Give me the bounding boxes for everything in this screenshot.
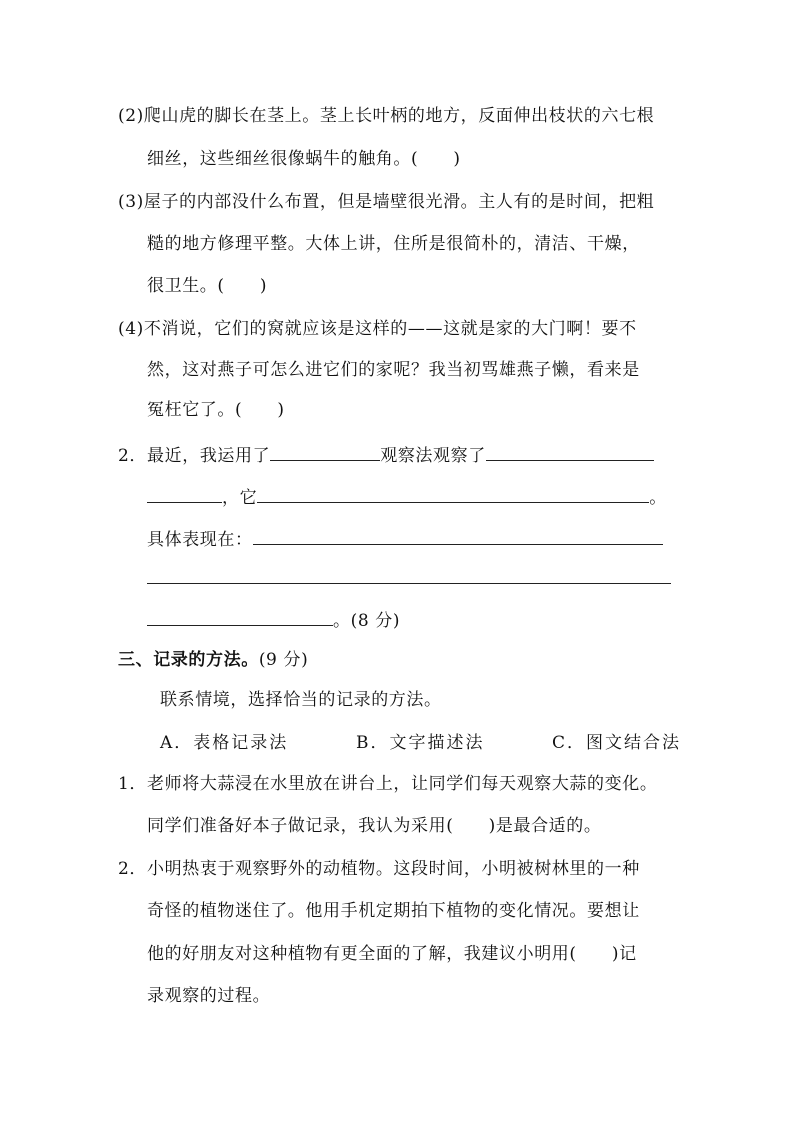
fill-text-f: 。(8 分) bbox=[333, 611, 401, 631]
fill-text-d: 。 bbox=[649, 488, 667, 508]
item-4-line-2: 然，这对燕子可怎么进它们的家呢？我当初骂雄燕子懒，看来是 bbox=[147, 360, 640, 380]
section-3-title: 三、记录的方法。 bbox=[118, 650, 259, 670]
fill-question-2-line-3 bbox=[147, 526, 663, 552]
option-a: A．表格记录法 bbox=[160, 733, 289, 753]
item-3-line-1: (3)屋子的内部没什么布置，但是墙壁很光滑。主人有的是时间，把粗 bbox=[118, 192, 655, 212]
option-b: B．文字描述法 bbox=[356, 733, 485, 753]
fill-question-2-line-2 bbox=[147, 484, 667, 510]
section-3-q1-line-2: 同学们准备好本子做记录，我认为采用( )是最合适的。 bbox=[147, 816, 602, 836]
fill-text-c: ，它 bbox=[222, 488, 258, 508]
section-3-q2-line-1 bbox=[118, 857, 640, 881]
section-3-score: (9 分) bbox=[258, 650, 309, 670]
section-3-q2-line-4: 录观察的过程。 bbox=[147, 986, 271, 1006]
answer-blank-method[interactable] bbox=[270, 442, 380, 461]
item-4-line-3: 冤枉它了。( ) bbox=[147, 400, 285, 420]
option-c: C．图文结合法 bbox=[552, 733, 682, 753]
section-3-q2-line-3: 他的好朋友对这种植物有更全面的了解，我建议小明用( )记 bbox=[147, 944, 637, 964]
fill-text-b: 观察法观察了 bbox=[380, 446, 486, 466]
fill-text-a: 最近，我运用了 bbox=[147, 446, 271, 466]
fill-question-2-line-1 bbox=[118, 442, 654, 468]
item-3-line-3: 很卫生。( ) bbox=[147, 276, 268, 296]
item-2-line-2: 细丝，这些细丝很像蜗牛的触角。( ) bbox=[147, 149, 461, 169]
section-3-q1-line-1 bbox=[118, 772, 657, 796]
question-number: 2． bbox=[118, 859, 148, 879]
section-3-heading bbox=[118, 648, 308, 672]
item-2-line-1: (2)爬山虎的脚长在茎上。茎上长叶柄的地方，反面伸出枝状的六七根 bbox=[118, 106, 655, 126]
section-3-q2-text-1: 小明热衷于观察野外的动植物。这段时间，小明被树林里的一种 bbox=[147, 859, 640, 879]
fill-question-2-line-5 bbox=[147, 607, 400, 633]
item-3-line-2: 糙的地方修理平整。大体上讲，住所是很简朴的，清洁、干燥， bbox=[147, 234, 640, 254]
item-4-line-1: (4)不消说，它们的窝就应该是这样的——这就是家的大门啊！要不 bbox=[118, 319, 637, 339]
answer-blank-details[interactable] bbox=[253, 526, 663, 545]
fill-text-e: 具体表现在： bbox=[147, 530, 253, 550]
answer-blank-description[interactable] bbox=[257, 484, 649, 503]
section-3-q1-text-1: 老师将大蒜浸在水里放在讲台上，让同学们每天观察大蒜的变化。 bbox=[147, 774, 658, 794]
question-number: 1． bbox=[118, 774, 148, 794]
answer-blank-object-cont[interactable] bbox=[147, 484, 222, 503]
section-3-instruction: 联系情境，选择恰当的记录的方法。 bbox=[160, 690, 442, 710]
answer-blank-details-line-2[interactable] bbox=[147, 583, 671, 584]
answer-blank-details-line-3[interactable] bbox=[147, 607, 333, 626]
question-number: 2． bbox=[118, 446, 148, 466]
answer-blank-object[interactable] bbox=[486, 442, 654, 461]
section-3-q2-line-2: 奇怪的植物迷住了。他用手机定期拍下植物的变化情况。要想让 bbox=[147, 901, 640, 921]
